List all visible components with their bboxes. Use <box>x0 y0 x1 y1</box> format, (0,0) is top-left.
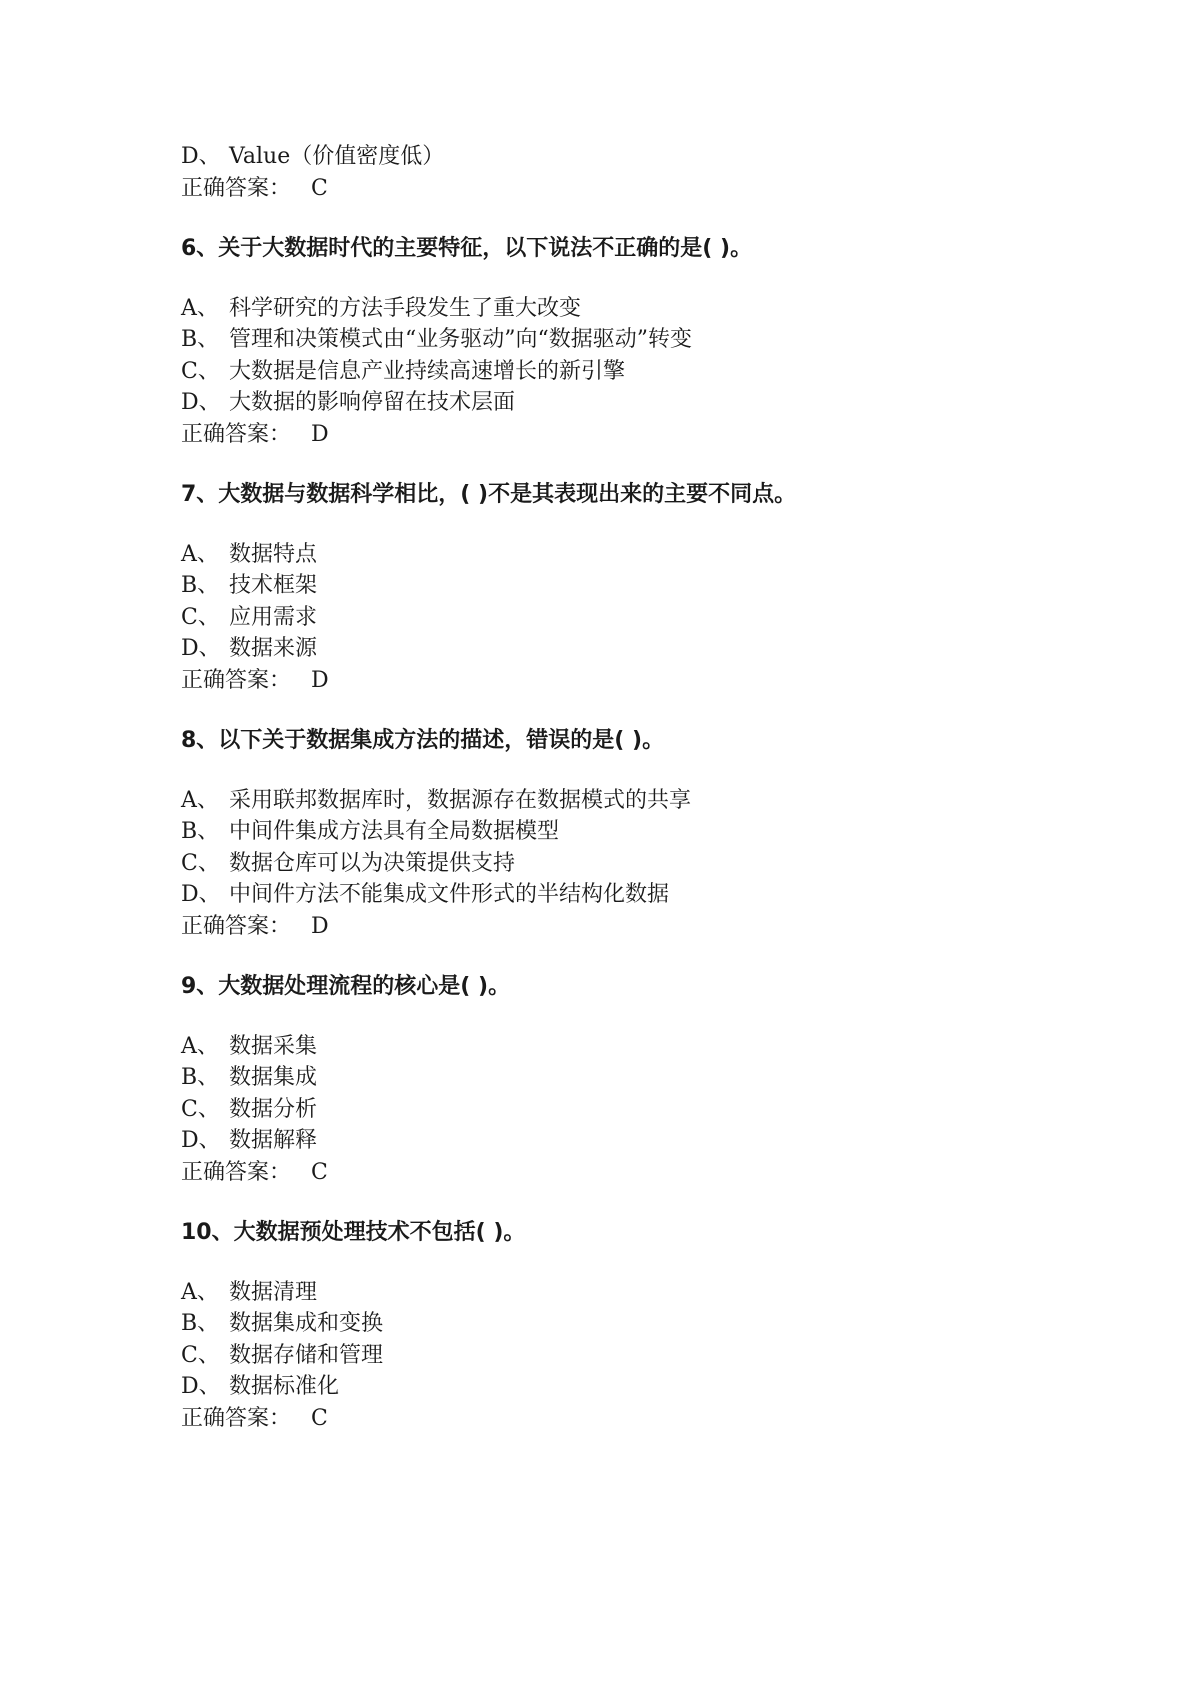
option-letter: C、 <box>181 358 220 384</box>
option-text: 数据来源 <box>229 636 318 661</box>
option-line <box>181 816 1081 848</box>
document-page <box>181 141 1081 1434</box>
option-text: 中间件方法不能集成文件形式的半结构化数据 <box>229 882 670 907</box>
option-letter: B、 <box>181 1065 220 1090</box>
option-letter: A、 <box>181 1279 219 1305</box>
option-line <box>181 539 1081 571</box>
option-letter: B、 <box>181 819 220 844</box>
answer-line <box>181 665 1081 697</box>
option-line <box>181 570 1081 602</box>
option-letter: C、 <box>181 1342 220 1368</box>
option-line <box>181 1125 1081 1157</box>
answer-line <box>181 419 1081 451</box>
option-line <box>181 633 1081 665</box>
answer-label: 正确答案： <box>181 667 292 693</box>
option-text: 数据集成和变换 <box>229 1311 384 1336</box>
option-letter: C、 <box>181 850 220 876</box>
question-title: 10、大数据预处理技术不包括( )。 <box>181 1220 526 1245</box>
option-letter: D、 <box>181 636 221 661</box>
option-letter: A、 <box>181 1033 219 1059</box>
option-line <box>181 879 1081 911</box>
option-line <box>181 293 1081 325</box>
option-text: Value（价值密度低） <box>229 144 445 169</box>
option-letter: B、 <box>181 1311 220 1336</box>
option-line <box>181 1094 1081 1126</box>
option-line <box>181 1062 1081 1094</box>
option-letter: B、 <box>181 327 220 352</box>
option-text: 数据分析 <box>229 1096 318 1122</box>
option-text: 数据仓库可以为决策提供支持 <box>229 850 516 876</box>
answer-line <box>181 911 1081 943</box>
option-line <box>181 356 1081 388</box>
option-letter: D、 <box>181 144 221 169</box>
option-line <box>181 387 1081 419</box>
option-letter: C、 <box>181 604 220 630</box>
option-letter: D、 <box>181 1128 221 1153</box>
answer-label: 正确答案： <box>181 1405 292 1431</box>
option-text: 技术框架 <box>229 573 318 598</box>
answer-label: 正确答案： <box>181 1159 292 1185</box>
answer-line <box>181 1403 1081 1435</box>
answer-line <box>181 1157 1081 1189</box>
option-text: 数据标准化 <box>229 1374 340 1399</box>
answer-value: D <box>311 421 329 447</box>
option-text: 数据清理 <box>229 1279 318 1305</box>
option-text: 科学研究的方法手段发生了重大改变 <box>229 295 582 321</box>
option-text: 数据采集 <box>229 1033 318 1059</box>
option-letter: B、 <box>181 573 220 598</box>
option-text: 大数据的影响停留在技术层面 <box>229 390 516 415</box>
option-line <box>181 1340 1081 1372</box>
option-line <box>181 324 1081 356</box>
option-line <box>181 1031 1081 1063</box>
answer-value: D <box>311 667 329 693</box>
answer-value: C <box>311 1159 328 1185</box>
answer-label: 正确答案： <box>181 421 292 447</box>
question-title: 9、大数据处理流程的核心是( )。 <box>181 974 511 999</box>
answer-value: C <box>311 1405 328 1431</box>
option-letter: C、 <box>181 1096 220 1122</box>
option-line <box>181 1308 1081 1340</box>
option-line <box>181 141 1081 173</box>
option-line <box>181 1277 1081 1309</box>
option-text: 管理和决策模式由“业务驱动”向“数据驱动”转变 <box>229 327 692 352</box>
option-line <box>181 602 1081 634</box>
answer-label: 正确答案： <box>181 175 292 201</box>
option-text: 中间件集成方法具有全局数据模型 <box>229 819 560 844</box>
option-letter: D、 <box>181 1374 221 1399</box>
option-letter: D、 <box>181 882 221 907</box>
answer-line <box>181 173 1081 205</box>
option-text: 数据特点 <box>229 541 318 567</box>
question-title: 7、大数据与数据科学相比，( )不是其表现出来的主要不同点。 <box>181 482 797 507</box>
option-letter: A、 <box>181 541 219 567</box>
option-text: 数据集成 <box>229 1065 318 1090</box>
option-text: 数据存储和管理 <box>229 1342 384 1368</box>
option-text: 大数据是信息产业持续高速增长的新引擎 <box>229 358 626 384</box>
option-letter: A、 <box>181 787 219 813</box>
answer-value: D <box>311 913 329 939</box>
option-text: 数据解释 <box>229 1128 318 1153</box>
option-text: 采用联邦数据库时，数据源存在数据模式的共享 <box>229 787 692 813</box>
option-line <box>181 785 1081 817</box>
answer-value: C <box>311 175 328 201</box>
question-title: 8、以下关于数据集成方法的描述，错误的是( )。 <box>181 728 665 753</box>
question-title: 6、关于大数据时代的主要特征，以下说法不正确的是( )。 <box>181 236 753 261</box>
option-letter: A、 <box>181 295 219 321</box>
option-text: 应用需求 <box>229 604 318 630</box>
answer-label: 正确答案： <box>181 913 292 939</box>
option-line <box>181 848 1081 880</box>
option-line <box>181 1371 1081 1403</box>
option-letter: D、 <box>181 390 221 415</box>
